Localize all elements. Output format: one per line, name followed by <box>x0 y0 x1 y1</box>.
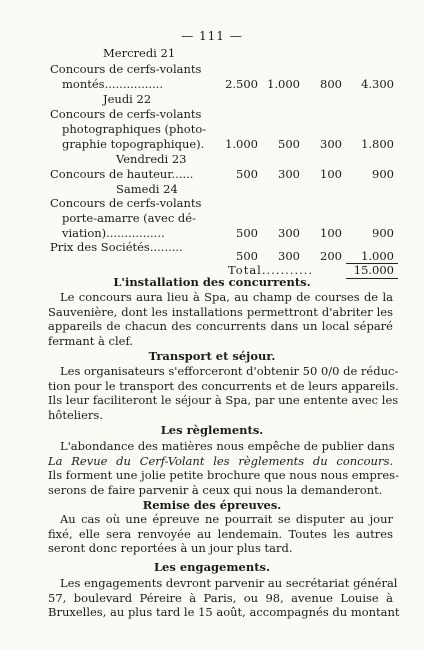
text-line: fermant à clef. <box>48 333 133 348</box>
event-label: Concours de cerfs-volants <box>50 62 202 76</box>
text-line: hôteliers. <box>48 407 103 422</box>
table-row <box>0 211 424 225</box>
cell-value: 900 <box>372 167 394 181</box>
day-label: Mercredi 21 <box>103 46 176 60</box>
cell-value: 800 <box>320 77 342 91</box>
section-paragraph <box>48 364 399 422</box>
section-paragraph <box>48 512 393 556</box>
section-paragraph <box>48 576 400 620</box>
cell-value: 1.800 <box>361 137 394 151</box>
day-wednesday <box>0 46 424 60</box>
table-row <box>0 122 424 136</box>
cell-value: 500 <box>236 167 258 181</box>
cell-value: 500 <box>278 137 300 151</box>
total-value: 15.000 <box>353 263 394 277</box>
cell-value: 1.000 <box>361 249 394 263</box>
cell-value: 300 <box>278 226 300 240</box>
table-row <box>0 137 424 151</box>
text-line: tion pour le transport des concurrents et de leurs appareils. <box>48 378 399 393</box>
cell-value: 300 <box>320 137 342 151</box>
text-line: seront donc reportées à un jour plus tard. <box>48 541 293 556</box>
section-heading: Transport et séjour. <box>148 349 276 363</box>
text-line: Les engagements devront parvenir au secrétariat général <box>60 576 398 590</box>
text-line: 57, boulevard Péreire à Paris, ou 98, avenue Louise à <box>48 590 393 605</box>
text-line: Sauvenière, dont les installations permettront d'abriter les <box>48 304 393 319</box>
day-thursday <box>0 92 424 106</box>
cell-value: 2.500 <box>225 77 258 91</box>
day-label: Samedi 24 <box>116 182 178 196</box>
table-row <box>0 107 424 121</box>
text-line: Les organisateurs s'efforceront d'obtenir 50 0/0 de réduc- <box>60 364 399 378</box>
table-row <box>0 167 424 181</box>
section-heading: Les engagements. <box>153 560 271 574</box>
text-line: fixé, elle sera renvoyée au lendemain. Toutes les autres <box>48 526 393 541</box>
cell-value: 900 <box>372 226 394 240</box>
total-label: Total........... <box>228 263 314 277</box>
event-label: Concours de cerfs-volants <box>50 196 202 210</box>
cell-value: 1.000 <box>267 77 300 91</box>
event-label: Concours de cerfs-volants <box>50 107 202 121</box>
text-line: Bruxelles, au plus tard le 15 août, accompagnés du montant <box>48 605 400 620</box>
event-label: Prix des Sociétés......... <box>50 240 183 254</box>
cell-value: 500 <box>236 249 258 263</box>
event-label: Concours de hauteur...... <box>50 167 194 181</box>
event-label: photographiques (photo- <box>62 122 207 136</box>
day-saturday <box>0 182 424 196</box>
section-heading: Remise des épreuves. <box>142 498 282 512</box>
text-line: Ils leur faciliteront le séjour à Spa, par une entente avec les <box>48 393 399 408</box>
text-line: L'abondance des matières nous empêche de publier dans <box>60 439 395 453</box>
day-label: Vendredi 23 <box>116 152 187 166</box>
cell-value: 500 <box>236 226 258 240</box>
page-number: — 111 — <box>181 29 243 43</box>
event-label: montés................ <box>62 77 164 91</box>
day-friday <box>0 152 424 166</box>
text-line: La Revue du Cerf-Volant les règlements du concours. <box>48 453 393 468</box>
event-label: porte-amarre (avec dé- <box>62 211 196 225</box>
text-line: Ils forment une jolie petite brochure que nous nous empres- <box>48 468 399 483</box>
table-row <box>0 62 424 76</box>
cell-value: 100 <box>320 226 342 240</box>
text-line: serons de faire parvenir à ceux qui nous la demanderont. <box>48 482 383 497</box>
table-row <box>0 196 424 210</box>
table-row <box>0 226 424 240</box>
cell-value: 300 <box>278 249 300 263</box>
cell-value: 1.000 <box>225 137 258 151</box>
section-paragraph <box>48 290 393 348</box>
text-line: Au cas où une épreuve ne pourrait se disputer au jour <box>60 512 393 526</box>
text-line: appareils de chacun des concurrents dans un local séparé <box>48 319 393 334</box>
cell-value: 300 <box>278 167 300 181</box>
event-label: graphie topographique). <box>62 137 205 151</box>
cell-value: 200 <box>320 249 342 263</box>
section-heading: Les règlements. <box>160 423 264 437</box>
table-row <box>0 249 424 263</box>
section-paragraph <box>48 439 399 497</box>
day-label: Jeudi 22 <box>103 92 152 106</box>
event-label: viation)................ <box>62 226 165 240</box>
section-heading: L'installation des concurrents. <box>113 275 311 289</box>
cell-value: 100 <box>320 167 342 181</box>
table-row <box>0 77 424 91</box>
cell-value: 4.300 <box>361 77 394 91</box>
text-line: Le concours aura lieu à Spa, au champ de courses de la <box>60 290 393 304</box>
